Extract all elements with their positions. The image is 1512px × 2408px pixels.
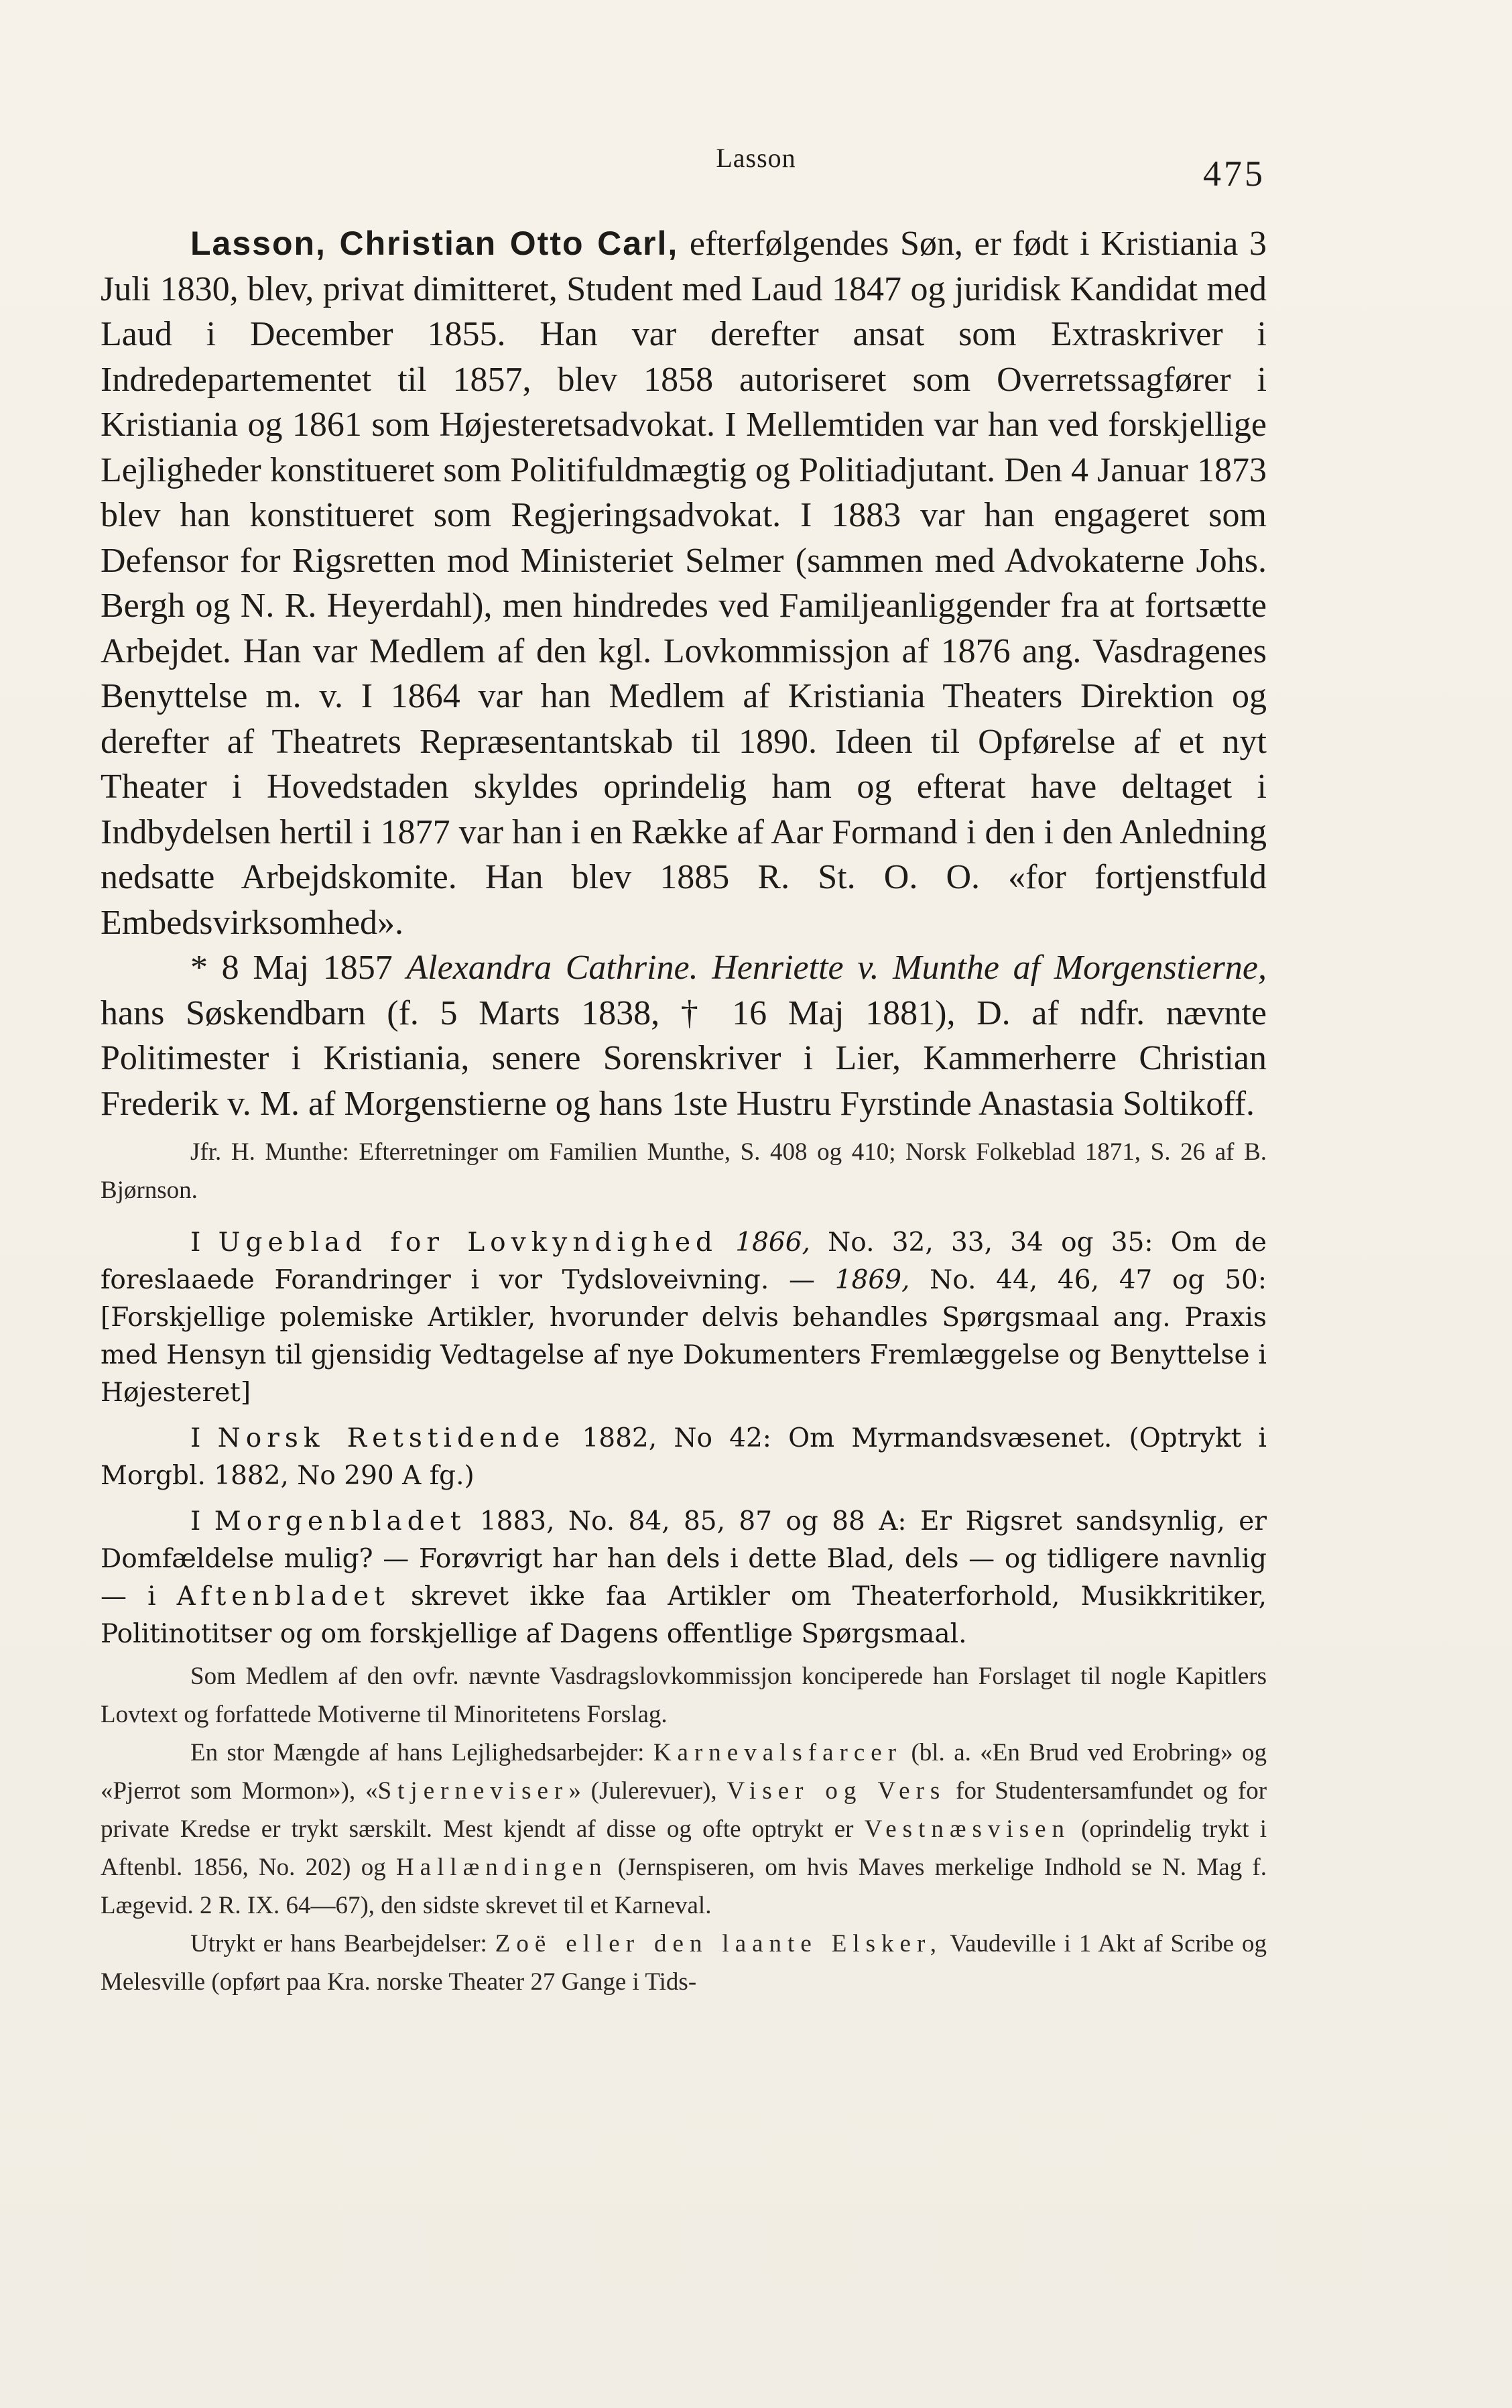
note-text: (Jernspiseren, om hvis Maves merkelige Indhold se N. Mag f. Lægevid. 2 R. IX. 64—67), den sidste skrevet til et Karneval. xyxy=(101,1854,1267,1919)
references xyxy=(101,1133,1267,1209)
note-text: Vaudeville i 1 Akt af Scribe og Melesville (opført paa Kra. norske Theater 27 Gange i Tids- xyxy=(101,1930,1267,1996)
work-title: Stjerneviser xyxy=(377,1777,569,1805)
bib-title-2: Aftenbladet xyxy=(176,1581,390,1612)
bib-text: No. 32, 33, 34 og 35: Om de foreslaaede Forandringer i vor Tydsloveivning. — xyxy=(101,1227,1267,1295)
bib-year-2: 1869, xyxy=(834,1265,910,1295)
entry-headword: Lasson, Christian Otto Carl, xyxy=(190,225,679,262)
entry-paragraph-2 xyxy=(101,945,1267,1126)
biography-entry xyxy=(101,221,1267,1126)
marriage-date: * 8 Maj 1857 xyxy=(190,949,407,987)
bib-prefix: I xyxy=(190,1506,214,1537)
entry-text-1: efterfølgendes Søn, er født i Kristiania 3 Juli 1830, blev, privat dimitteret, Student med Laud 1847 og juridisk Kandidat med Laud i December 1855. Han var derefter ansat som Extraskriver i Indredepartementet til 1857, blev 1858 autoriseret som Overretssagfører i Kristiania og 1861 som Højesteretsadvokat. I Mellemtiden var han ved forskjellige Lejligheder konstitueret som Politifuldmægtig og Politiadjutant. Den 4 Januar 1873 blev han konstitueret som Regjeringsadvokat. I 1883 var han engageret som Defensor for Rigsretten mod Ministeriet Selmer (sammen med Advokaterne Johs. Bergh og N. R. Heyerdahl), men hindredes ved Familjeanliggender fra at fortsætte Arbejdet. Han var Medlem af den kgl. Lovkommissjon af 1876 ang. Vasdragenes Benyttelse m. v. I 1864 var han Medlem af Kristiania Theaters Direktion og derefter af Theatrets Repræsentantskab til 1890. Ideen til Opførelse af et nyt Theater i Hovedstaden skyldes oprindelig ham og efterat have deltaget i Indbydelsen hertil i 1877 var han i en Række af Aar Formand i den i den Anledning nedsatte Arbejdskomite. Han blev 1885 R. St. O. O. «for fortjenstfuld Embedsvirksomhed». xyxy=(101,225,1267,942)
note-text: for Studentersamfundet og for private Kredse er trykt særskilt. Mest kjendt af disse og ofte optrykt er xyxy=(101,1777,1267,1843)
running-head: Lasson xyxy=(716,143,796,173)
entry-text-2: hans Søskendbarn (f. 5 Marts 1838, † 16 Maj 1881), D. af ndfr. nævnte Politimester i Kristiania, senere Sorenskriver i Lier, Kammerherre Christian Frederik v. M. af Morgenstierne og hans 1ste Hustru Fyrstinde Anastasia Soltikoff. xyxy=(101,994,1267,1123)
body-text xyxy=(101,221,1267,2001)
bibliography xyxy=(101,1224,1267,1653)
bib-title: Morgenbladet xyxy=(214,1506,466,1537)
bib-text-2: No. 44, 46, 47 og 50: [Forskjellige polemiske Artikler, hvorunder delvis behandles Spørgsmaal ang. Praxis med Hensyn til gjensidig Vedtagelse af nye Dokumenters Fremlæggelse og Benyttelse i Højesteret] xyxy=(101,1265,1267,1408)
bib-text: 1883, No. 84, 85, 87 og 88 A: Er Rigsret sandsynlig, er Domfældelse mulig? — Forøvrigt har han dels i dette Blad, dels — og tidligere navnlig — i xyxy=(101,1506,1267,1612)
note-text: Utrykt er hans Bearbejdelser: xyxy=(190,1930,495,1958)
bib-title: Ugeblad for Lovkyndighed xyxy=(218,1227,718,1258)
bib-text: 1882, No 42: Om Myrmandsvæsenet. (Optrykt i Morgbl. 1882, No 290 A fg.) xyxy=(101,1423,1267,1491)
bibliography-item xyxy=(101,1420,1267,1495)
note-paragraph-3 xyxy=(101,1925,1267,2001)
bibliography-item xyxy=(101,1503,1267,1653)
bibliography-item xyxy=(101,1224,1267,1412)
work-title: Viser og Vers xyxy=(727,1777,946,1805)
entry-paragraph-1 xyxy=(101,221,1267,945)
note-text: » (Julerevuer), xyxy=(568,1777,727,1805)
bib-text-2: skrevet ikke faa Artikler om Theaterforhold, Musikkritiker, Politinotitser og om forskjellige af Dagens offentlige Spørgsmaal. xyxy=(101,1581,1267,1649)
bib-prefix: I xyxy=(190,1227,218,1258)
notes xyxy=(101,1657,1267,2001)
spouse-name: Alexandra Cathrine. Henriette v. Munthe af Morgenstierne, xyxy=(406,949,1267,987)
work-title: Hallændingen xyxy=(395,1854,608,1881)
work-title: Karnevalsfarcer xyxy=(653,1739,903,1766)
bib-year: 1866, xyxy=(718,1227,810,1258)
work-title: Zoë eller den laante Elsker, xyxy=(495,1930,943,1958)
note-text: (bl. a. «En Brud ved Erobring» og «Pjerrot som Mormon»), « xyxy=(101,1739,1267,1805)
page-number: 475 xyxy=(1203,154,1265,194)
note-paragraph-2 xyxy=(101,1734,1267,1925)
note-text: En stor Mængde af hans Lejlighedsarbejder: xyxy=(190,1739,653,1766)
bib-prefix: I xyxy=(190,1423,218,1453)
work-title: Vestnæsvisen xyxy=(864,1815,1071,1843)
reference-paragraph: Jfr. H. Munthe: Efterretninger om Familien Munthe, S. 408 og 410; Norsk Folkeblad 1871, S. 26 af B. Bjørnson. xyxy=(101,1138,1267,1204)
bib-title: Norsk Retstidende xyxy=(217,1423,566,1453)
note-text: (oprindelig trykt i Aftenbl. 1856, No. 202) og xyxy=(101,1815,1267,1881)
note-paragraph-1: Som Medlem af den ovfr. nævnte Vasdragslovkommissjon konciperede han Forslaget til nogle Kapitlers Lovtext og forfattede Motiverne til Minoritetens Forslag. xyxy=(101,1663,1267,1728)
